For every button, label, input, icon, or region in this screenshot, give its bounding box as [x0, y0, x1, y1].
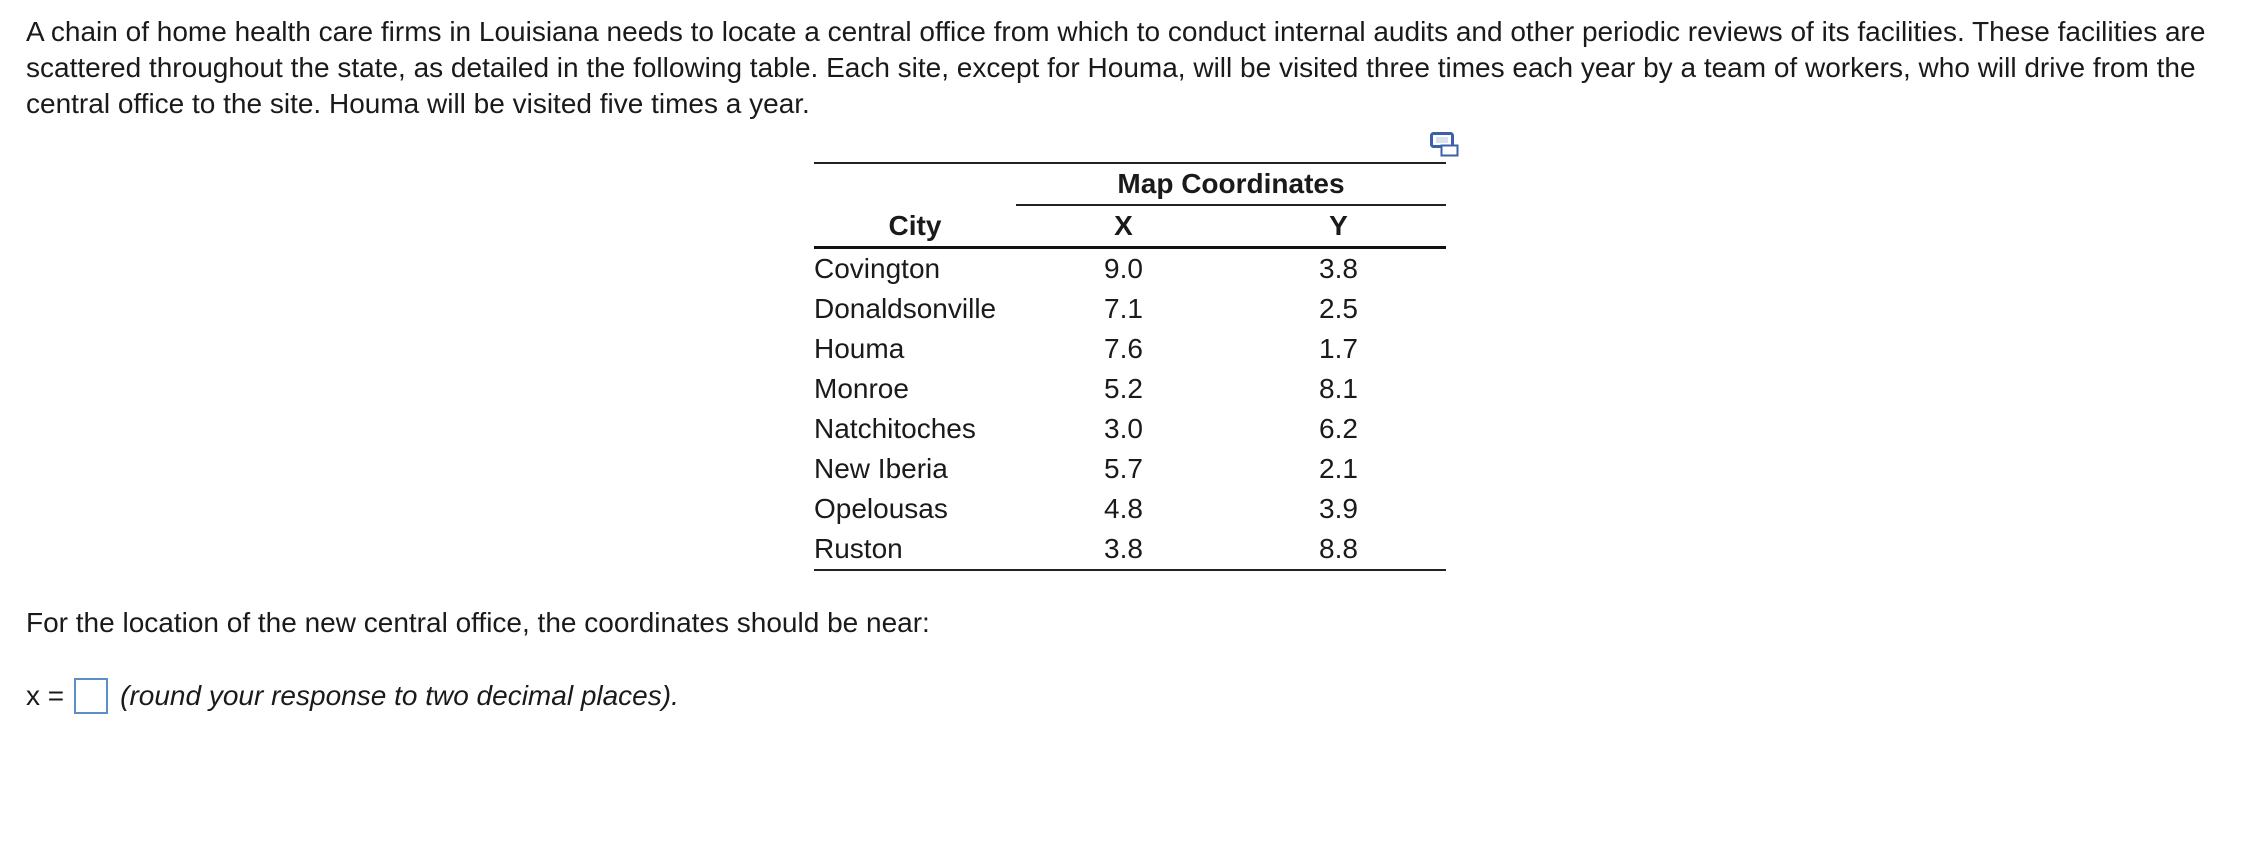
y-cell: 6.2: [1319, 413, 1358, 444]
city-cell: Natchitoches: [814, 413, 976, 444]
x-column-header: X: [1016, 205, 1231, 248]
y-cell: 3.8: [1319, 253, 1358, 284]
problem-statement: A chain of home health care firms in Louisiana needs to locate a central office from which to conduct internal audits and other periodic reviews of its facilities. These facilities are scattered throughout the state, as detailed in the following table. Each site, except for Houma, will be visited three times each year by a team of workers, who will drive from the central office to the site. Houma will be visited five times a year.: [26, 16, 2206, 119]
x-cell: 9.0: [1104, 253, 1143, 284]
city-column-header: City: [814, 205, 1016, 248]
y-cell: 1.7: [1319, 333, 1358, 364]
city-cell: Covington: [814, 253, 941, 284]
copy-table-icon[interactable]: [1430, 132, 1460, 158]
x-cell: 7.6: [1104, 333, 1143, 364]
map-coordinates-header: Map Coordinates: [1016, 163, 1446, 205]
x-answer-input[interactable]: [74, 678, 108, 714]
y-cell: 8.1: [1319, 373, 1358, 404]
city-coordinates-table-container: [814, 162, 1446, 571]
x-cell: 3.0: [1104, 413, 1143, 444]
y-cell: 2.5: [1319, 293, 1358, 324]
table-row: [814, 369, 1446, 409]
table-row: [814, 289, 1446, 329]
table-row: [814, 449, 1446, 489]
answer-row: [26, 676, 679, 716]
x-answer-label: x =: [26, 680, 65, 711]
city-cell: Donaldsonville: [814, 293, 997, 324]
y-cell: 2.1: [1319, 453, 1358, 484]
table-column-header-row: [814, 205, 1446, 248]
rounding-hint: (round your response to two decimal places).: [120, 680, 679, 711]
city-coordinates-table: [814, 162, 1446, 571]
copy-icon-graphic: [1430, 132, 1460, 158]
y-cell: 8.8: [1231, 529, 1446, 570]
x-cell: 5.2: [1104, 373, 1143, 404]
table-row: [814, 529, 1446, 570]
empty-header-cell: [814, 163, 1016, 205]
city-cell: Houma: [814, 333, 905, 364]
city-cell: Monroe: [814, 373, 909, 404]
table-group-header-row: [814, 163, 1446, 205]
table-row: [814, 489, 1446, 529]
question-text: For the location of the new central office, the coordinates should be near:: [26, 607, 930, 638]
x-cell: 7.1: [1104, 293, 1143, 324]
city-cell: Opelousas: [814, 493, 948, 524]
table-row: [814, 329, 1446, 369]
table-row: [814, 248, 1446, 290]
city-cell: Ruston: [814, 529, 1016, 570]
x-cell: 3.8: [1016, 529, 1231, 570]
table-row: [814, 409, 1446, 449]
y-column-header: Y: [1231, 205, 1446, 248]
x-cell: 5.7: [1104, 453, 1143, 484]
x-cell: 4.8: [1104, 493, 1143, 524]
y-cell: 3.9: [1319, 493, 1358, 524]
city-cell: New Iberia: [814, 453, 948, 484]
